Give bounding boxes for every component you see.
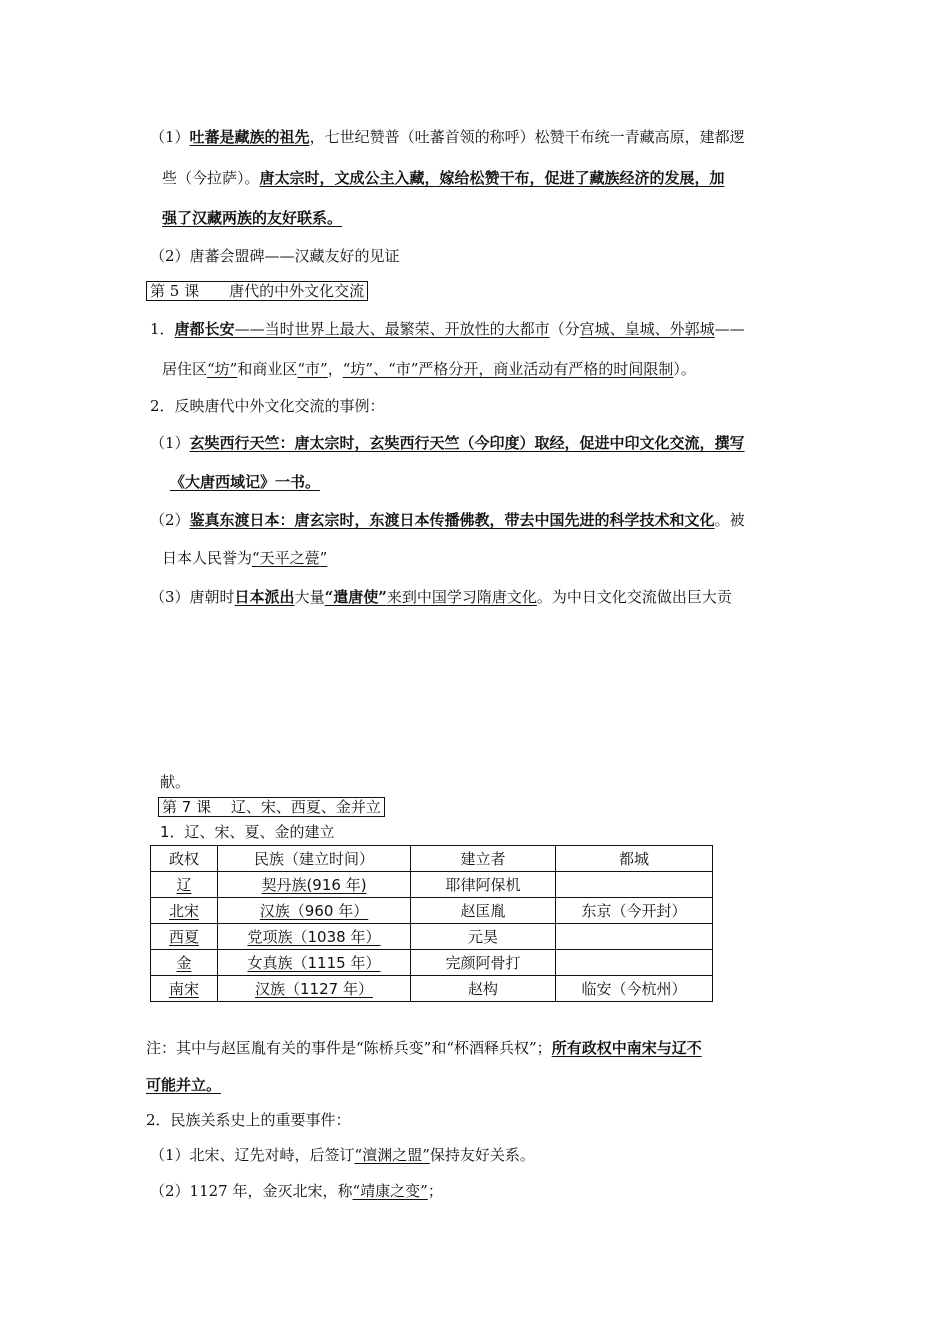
relations-title: 2．民族关系史上的重要事件： <box>146 1111 351 1129</box>
table-row: 南宋 汉族（1127 年） 赵构 临安（今杭州） <box>151 976 713 1002</box>
xuanzang-line-1: （1）玄奘西行天竺：唐太宗时，玄奘西行天竺（今印度）取经，促进中印文化交流，撰写 <box>150 434 745 452</box>
lesson5-item1-line1: 1．唐都长安——当时世界上最大、最繁荣、开放性的大都市（分宫城、皇城、外郭城—— <box>150 320 745 338</box>
table-row: 辽 契丹族(916 年) 耶律阿保机 <box>151 872 713 898</box>
princess-wencheng-highlight: 唐太宗时，文成公主入藏，嫁给松赞干布，促进了藏族经济的发展，加 <box>259 169 725 187</box>
lesson7-title: 第 7 课 辽、宋、西夏、金并立 <box>158 797 385 817</box>
lesson5-item2: 2．反映唐代中外文化交流的事例： <box>150 397 385 415</box>
lesson5-item1-line2: 居住区“坊”和商业区“市”，“坊”、“市”严格分开，商业活动有严格的时间限制）。 <box>162 360 696 378</box>
jianzhen-line-2: 日本人民誉为“天平之甍” <box>162 549 328 567</box>
header-regime: 政权 <box>151 846 218 872</box>
note-line-2: 可能并立。 <box>146 1076 222 1094</box>
lesson7-subtitle: 1．辽、宋、夏、金的建立 <box>160 823 335 841</box>
relations-item-1: （1）北宋、辽先对峙，后签订“澶渊之盟”保持友好关系。 <box>150 1146 535 1164</box>
table-row: 北宋 汉族（960 年） 赵匡胤 东京（今开封） <box>151 898 713 924</box>
tibet-line-2: 些（今拉萨）。唐太宗时，文成公主入藏，嫁给松赞干布，促进了藏族经济的发展，加 <box>162 169 725 187</box>
note-line-1: 注：其中与赵匡胤有关的事件是“陈桥兵变”和“杯酒释兵权”；所有政权中南宋与辽不 <box>146 1039 702 1057</box>
table-header-row <box>151 846 713 872</box>
table-row: 金 女真族（1115 年） 完颜阿骨打 <box>151 950 713 976</box>
lesson5-title: 第 5 课 唐代的中外文化交流 <box>146 281 368 301</box>
header-ethnicity: 民族（建立时间） <box>218 846 411 872</box>
tibet-line-4: （2）唐蕃会盟碑——汉藏友好的见证 <box>150 247 400 265</box>
tibet-line-1: （1）吐蕃是藏族的祖先，七世纪赞普（吐蕃首领的称呼）松赞干布统一青藏高原，建都逻 <box>150 128 745 146</box>
lesson5-title-box <box>146 281 368 301</box>
header-capital: 都城 <box>556 846 713 872</box>
table-row: 西夏 党项族（1038 年） 元昊 <box>151 924 713 950</box>
jianzhen-line-1: （2）鉴真东渡日本：唐玄宗时，东渡日本传播佛教，带去中国先进的科学技术和文化。被 <box>150 511 745 529</box>
header-founder: 建立者 <box>411 846 556 872</box>
relations-item-2: （2）1127 年，金灭北宋，称“靖康之变”； <box>150 1182 443 1200</box>
tibet-ancestor-highlight: 吐蕃是藏族的祖先 <box>189 128 310 146</box>
lesson7-title-box <box>158 797 385 817</box>
japan-envoy-line-end: 献。 <box>160 773 191 791</box>
regimes-table <box>150 845 713 1002</box>
tibet-line-3: 强了汉藏两族的友好联系。 <box>162 209 343 227</box>
xuanzang-line-2: 《大唐西域记》一书。 <box>170 473 321 491</box>
japan-envoy-line: （3）唐朝时日本派出大量“遣唐使”来到中国学习隋唐文化。为中日文化交流做出巨大贡 <box>150 588 732 606</box>
